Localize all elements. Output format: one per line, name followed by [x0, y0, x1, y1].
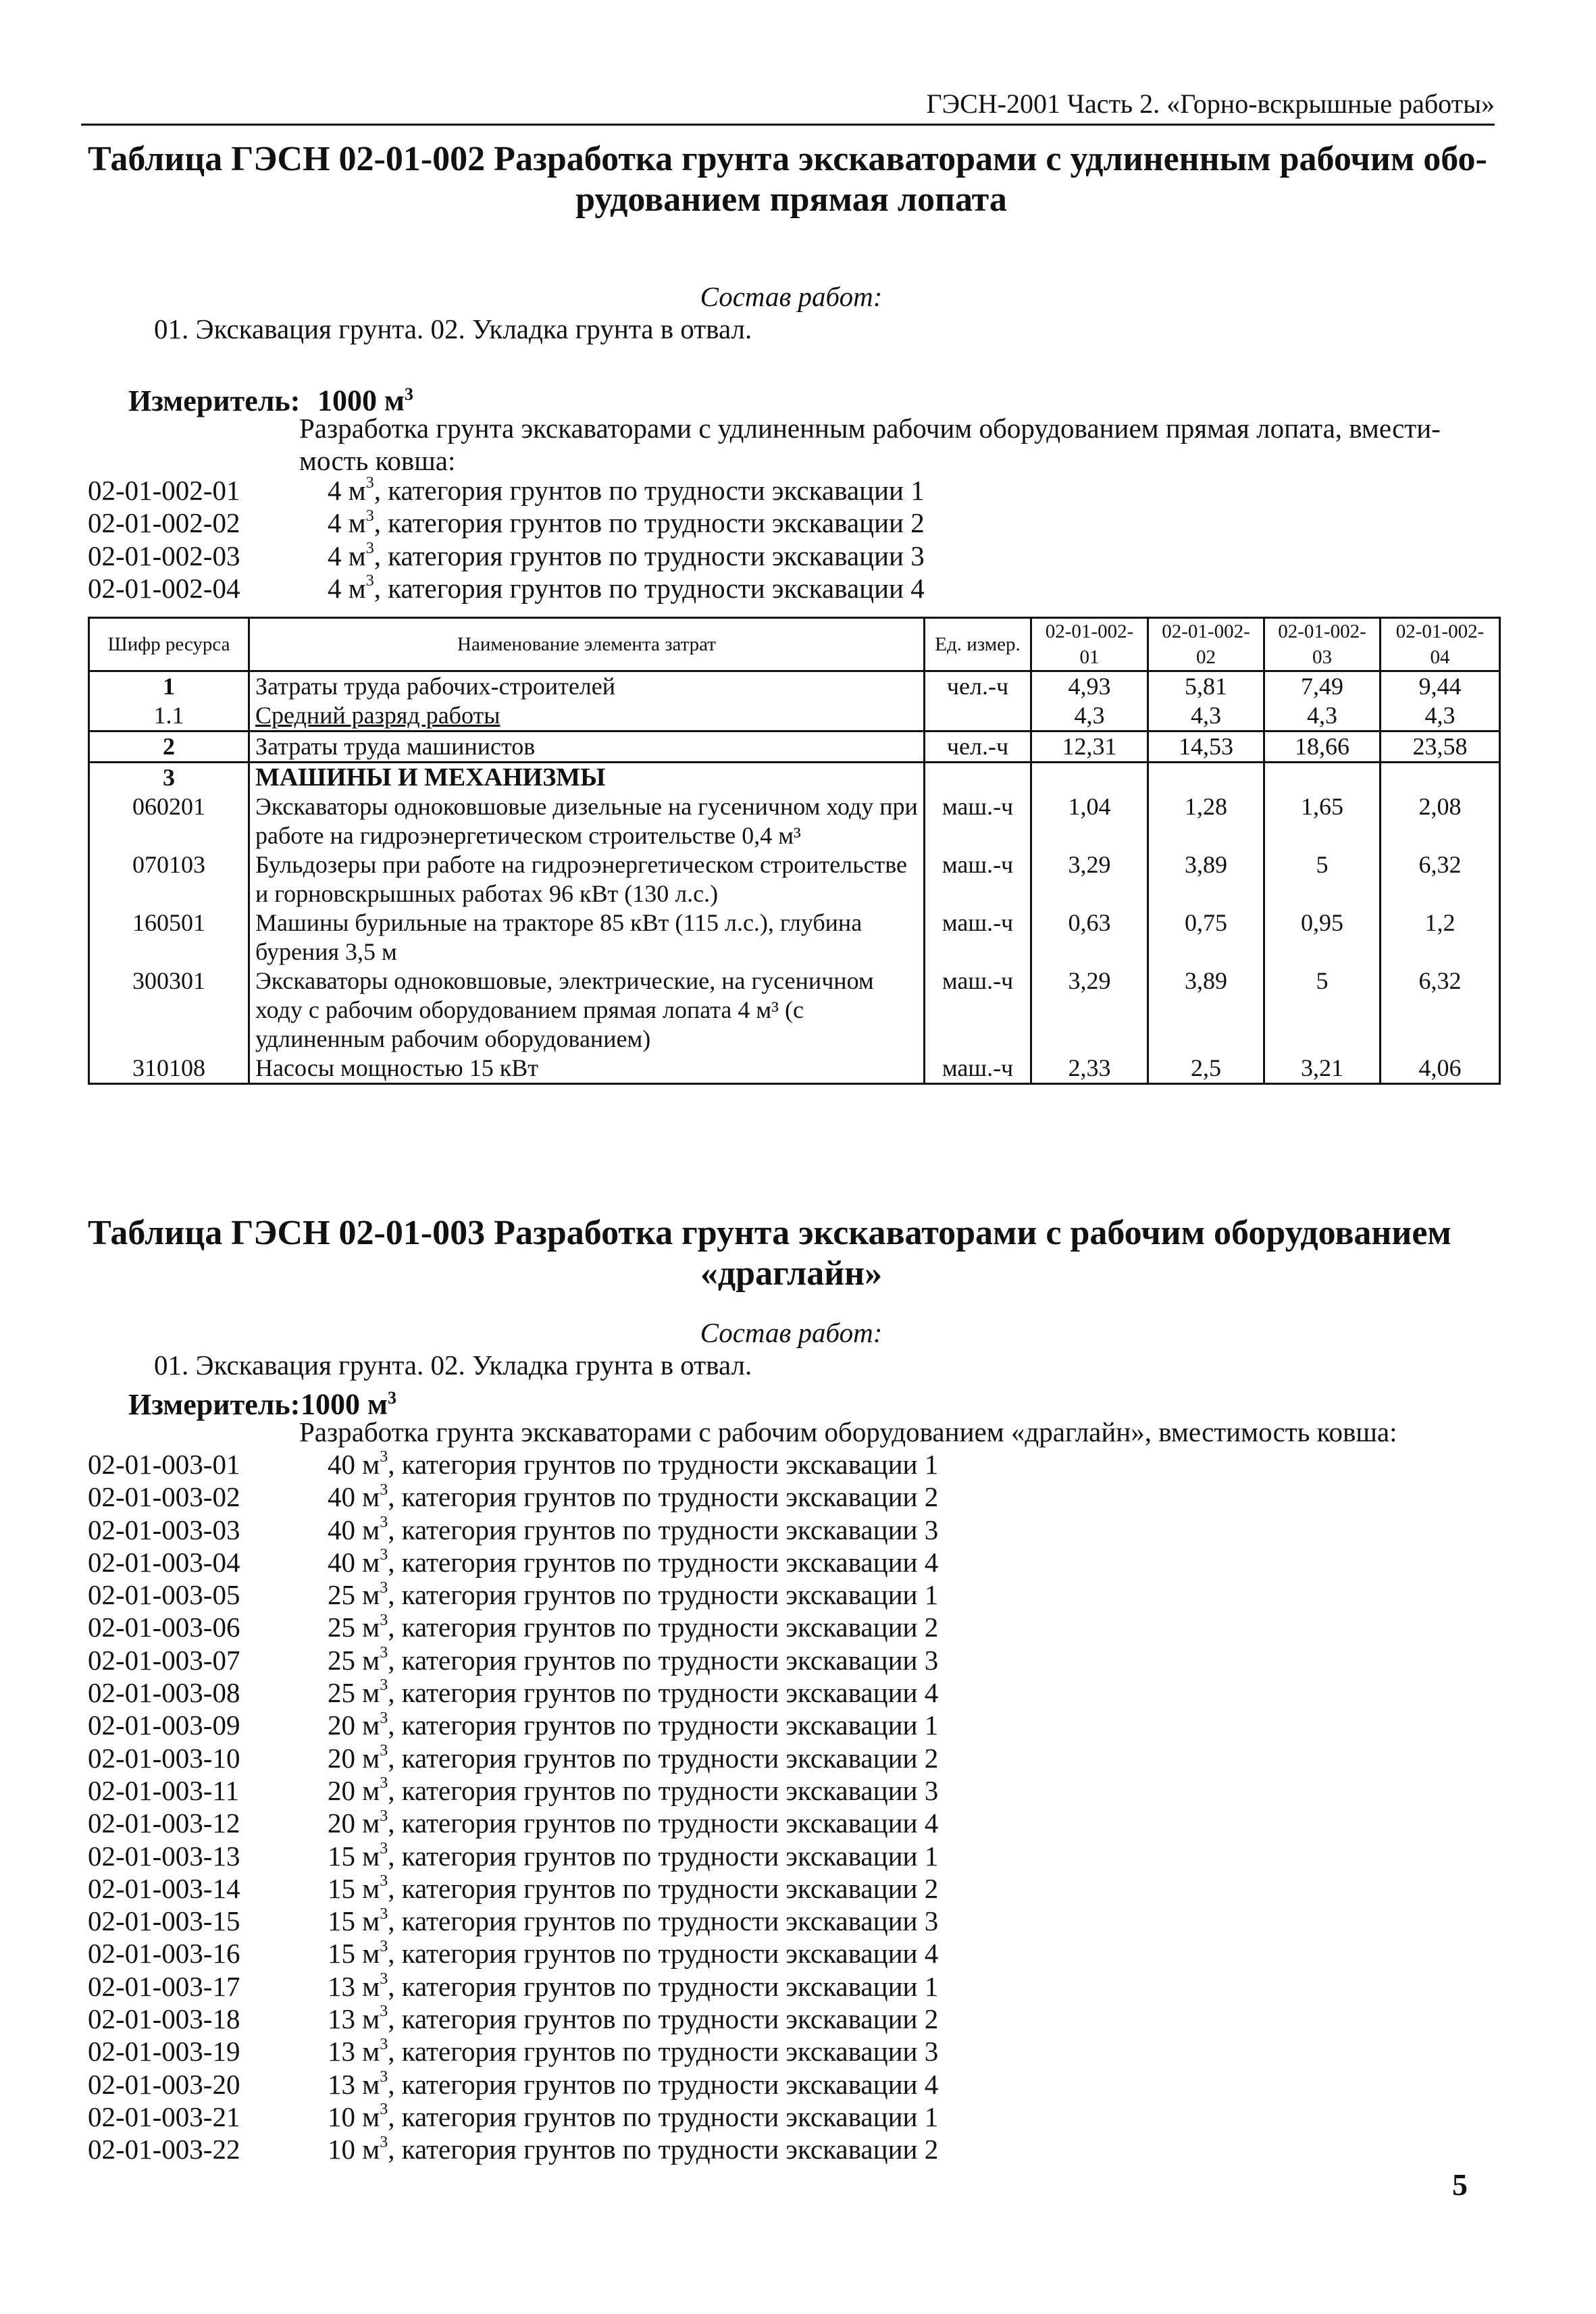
table-row: 060201 Экскаваторы одноковшовые дизельные на гусеничном ходу при работе на гидроэнергетическом строительстве 0,4 м³ маш.-ч 1,04 1,28 1,65 2,08 — [89, 792, 1500, 850]
table2-code-list — [88, 1448, 938, 2166]
meter-label: Измеритель: — [128, 1387, 301, 1421]
table-header-row — [89, 618, 1500, 671]
code-row: 02-01-003-12 20 $м^3$, категория грунтов по трудности экскавации 4 — [88, 1807, 939, 1839]
code-row: 02-01-003-22 10 $м^3$, категория грунтов по трудности экскавации 2 — [88, 2133, 939, 2165]
column-header: 02-01-002-02 — [1148, 618, 1264, 671]
code-row: 02-01-003-07 25 $м^3$, категория грунтов по трудности экскавации 3 — [88, 1644, 939, 1676]
column-header: 02-01-002-03 — [1264, 618, 1381, 671]
page-number: 5 — [1452, 2167, 1468, 2202]
code-row: 02-01-002-03 4 $м^3$, категория грунтов по трудности экскавации 3 — [88, 539, 925, 571]
running-header: ГЭСН-2001 Часть 2. «Горно-вскрышные работы» — [926, 88, 1495, 119]
code-row: 02-01-003-09 20 $м^3$, категория грунтов по трудности экскавации 1 — [88, 1709, 939, 1741]
table1-work-heading: Состав работ: — [700, 281, 883, 312]
code-row: 02-01-003-14 15 $м^3$, категория грунтов по трудности экскавации 2 — [88, 1872, 939, 1904]
column-header: 02-01-002-01 — [1031, 618, 1148, 671]
table1-title-line1: Таблица ГЭСН 02-01-002 Разработка грунта экскаваторами с удлиненным рабочим обо- — [88, 140, 1487, 178]
code-row: 02-01-003-11 20 $м^3$, категория грунтов по трудности экскавации 3 — [88, 1774, 939, 1806]
resource-table — [88, 617, 1501, 1085]
table1-intro-line2: мость ковша: — [299, 445, 456, 476]
code-row: 02-01-003-08 25 $м^3$, категория грунтов по трудности экскавации 4 — [88, 1676, 939, 1709]
table-row: 2 Затраты труда машинистов чел.-ч 12,31 14,53 18,66 23,58 — [89, 731, 1500, 763]
code-row: 02-01-003-13 15 $м^3$, категория грунтов по трудности экскавации 1 — [88, 1839, 939, 1872]
table-row: 160501 Машины бурильные на тракторе 85 кВт (115 л.с.), глубина бурения 3,5 м маш.-ч 0,63 0,75 0,95 1,2 — [89, 908, 1500, 967]
code-row: 02-01-003-19 13 $м^3$, категория грунтов по трудности экскавации 3 — [88, 2035, 939, 2067]
column-header: Ед. измер. — [925, 618, 1031, 671]
column-header: 02-01-002-04 — [1381, 618, 1500, 671]
code-row: 02-01-002-02 4 $м^3$, категория грунтов по трудности экскавации 2 — [88, 507, 925, 539]
table2-work-heading: Состав работ: — [700, 1317, 883, 1348]
table-row: 1 Затраты труда рабочих-строителей чел.-ч 4,93 5,81 7,49 9,44 — [89, 671, 1500, 702]
code-row: 02-01-003-10 20 $м^3$, категория грунтов по трудности экскавации 2 — [88, 1742, 939, 1774]
meter-label: Измеритель: — [128, 384, 301, 417]
code-row: 02-01-003-05 25 $м^3$, категория грунтов по трудности экскавации 1 — [88, 1578, 939, 1611]
header-rule — [81, 124, 1495, 126]
table2-title — [88, 1213, 1495, 1294]
code-row: 02-01-003-03 40 $м^3$, категория грунтов по трудности экскавации 3 — [88, 1513, 939, 1545]
meter-sup: 3 — [404, 384, 413, 404]
table2-title-line1: Таблица ГЭСН 02-01-003 Разработка грунта экскаваторами с рабочим оборудованием — [88, 1214, 1451, 1252]
code-row: 02-01-003-20 13 $м^3$, категория грунтов по трудности экскавации 4 — [88, 2067, 939, 2100]
code-row: 02-01-003-21 10 $м^3$, категория грунтов по трудности экскавации 1 — [88, 2101, 939, 2132]
column-header: Шифр ресурса — [89, 618, 249, 671]
code-row: 02-01-002-01 4 $м^3$, категория грунтов по трудности экскавации 1 — [88, 474, 925, 506]
table1-title-line2: рудованием прямая лопата — [575, 180, 1007, 219]
code-row: 02-01-003-02 40 $м^3$, категория грунтов по трудности экскавации 2 — [88, 1481, 939, 1513]
table1-code-list — [88, 474, 925, 605]
code-row: 02-01-003-16 15 $м^3$, категория грунтов по трудности экскавации 4 — [88, 1937, 939, 1970]
meter-value: 1000 м — [301, 1387, 388, 1421]
code-row: 02-01-002-04 4 $м^3$, категория грунтов по трудности экскавации 4 — [88, 572, 925, 604]
table1-intro-line1: Разработка грунта экскаваторами с удлиненным рабочим оборудованием прямая лопата, вмести- — [299, 413, 1441, 444]
table-row: 310108 Насосы мощностью 15 кВт маш.-ч 2,33 2,5 3,21 4,06 — [89, 1054, 1500, 1084]
code-row: 02-01-003-01 40 $м^3$, категория грунтов по трудности экскавации 1 — [88, 1448, 939, 1480]
table-row: 1.1 Средний разряд работы 4,3 4,3 4,3 4,3 — [89, 701, 1500, 731]
table2-intro: Разработка грунта экскаваторами с рабочим оборудованием «драглайн», вместимость ковша: — [299, 1416, 1397, 1447]
table-row: 070103 Бульдозеры при работе на гидроэнергетическом строительстве и горновскрышных работах 96 кВт (130 л.с.) маш.-ч 3,29 3,89 5 6,32 — [89, 850, 1500, 908]
meter-value: 1000 м — [317, 384, 405, 417]
code-row: 02-01-003-18 13 $м^3$, категория грунтов по трудности экскавации 2 — [88, 2003, 939, 2035]
table2-work-text: 01. Экскавация грунта. 02. Укладка грунта в отвал. — [154, 1349, 752, 1381]
code-row: 02-01-003-15 15 $м^3$, категория грунтов по трудности экскавации 3 — [88, 1905, 939, 1937]
table-row: 300301 Экскаваторы одноковшовые, электрические, на гусеничном ходу с рабочим оборудованием прямая лопата 4 м³ (с удлиненным рабочим оборудованием) маш.-ч 3,29 3,89 5 6,32 — [89, 967, 1500, 1054]
meter-sup: 3 — [387, 1388, 396, 1408]
table1-work-text: 01. Экскавация грунта. 02. Укладка грунта в отвал. — [154, 313, 752, 344]
code-row: 02-01-003-06 25 $м^3$, категория грунтов по трудности экскавации 2 — [88, 1611, 939, 1643]
code-row: 02-01-003-17 13 $м^3$, категория грунтов по трудности экскавации 1 — [88, 1970, 939, 2002]
table-row: 3 МАШИНЫ И МЕХАНИЗМЫ — [89, 763, 1500, 793]
table1-title — [88, 139, 1495, 220]
code-row: 02-01-003-04 40 $м^3$, категория грунтов по трудности экскавации 4 — [88, 1546, 939, 1578]
column-header: Наименование элемента затрат — [249, 618, 925, 671]
table1-intro — [299, 412, 1501, 477]
table2-title-line2: «драглайн» — [700, 1254, 883, 1293]
